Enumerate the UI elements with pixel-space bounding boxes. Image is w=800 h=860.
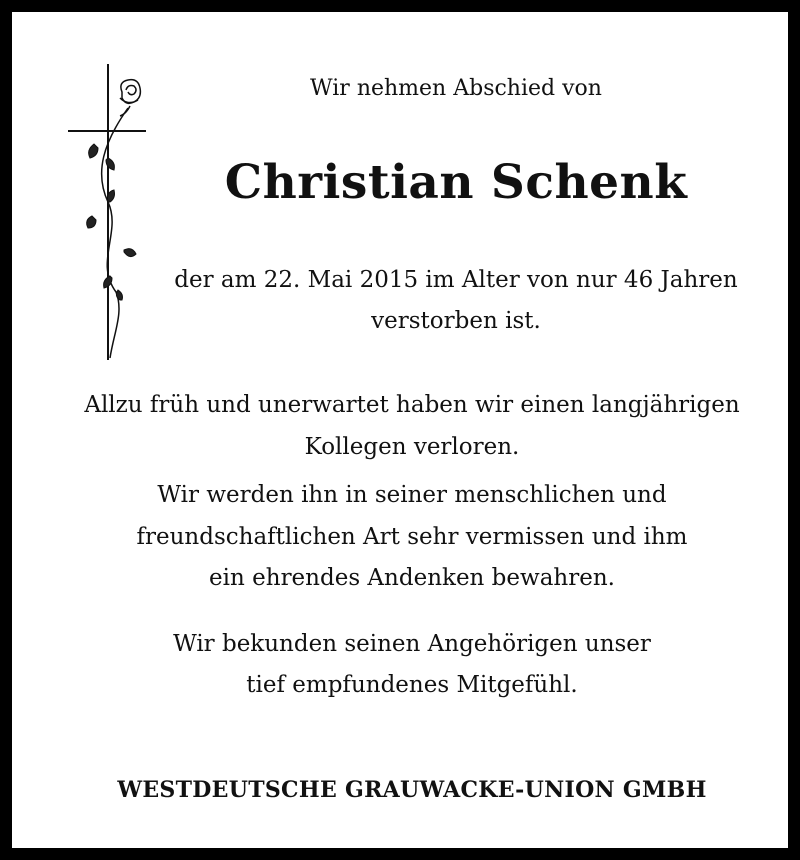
paragraph-1-line-2: Kollegen verloren. <box>304 434 520 460</box>
death-date-line-2: verstorben ist. <box>371 308 541 334</box>
paragraph-3-line-1: Wir bekunden seinen Angehörigen unser <box>173 631 651 657</box>
company-signature: WESTDEUTSCHE GRAUWACKE-UNION GMBH <box>117 777 707 803</box>
paragraph-1-line-1: Allzu früh und unerwartet haben wir einen langjährigen <box>84 392 740 418</box>
intro-text: Wir nehmen Abschied von <box>310 76 602 101</box>
paragraph-3-line-2: tief empfundenes Mitgefühl. <box>246 672 578 698</box>
deceased-name: Christian Schenk <box>224 155 688 210</box>
death-date-line: der am 22. Mai 2015 im Alter von nur 46 Jahren <box>174 267 738 293</box>
paragraph-2-line-1: Wir werden ihn in seiner menschlichen und <box>157 482 667 508</box>
paragraph-2-line-2: freundschaftlichen Art sehr vermissen und ihm <box>136 524 688 550</box>
paragraph-2-line-3: ein ehrendes Andenken bewahren. <box>209 565 615 591</box>
